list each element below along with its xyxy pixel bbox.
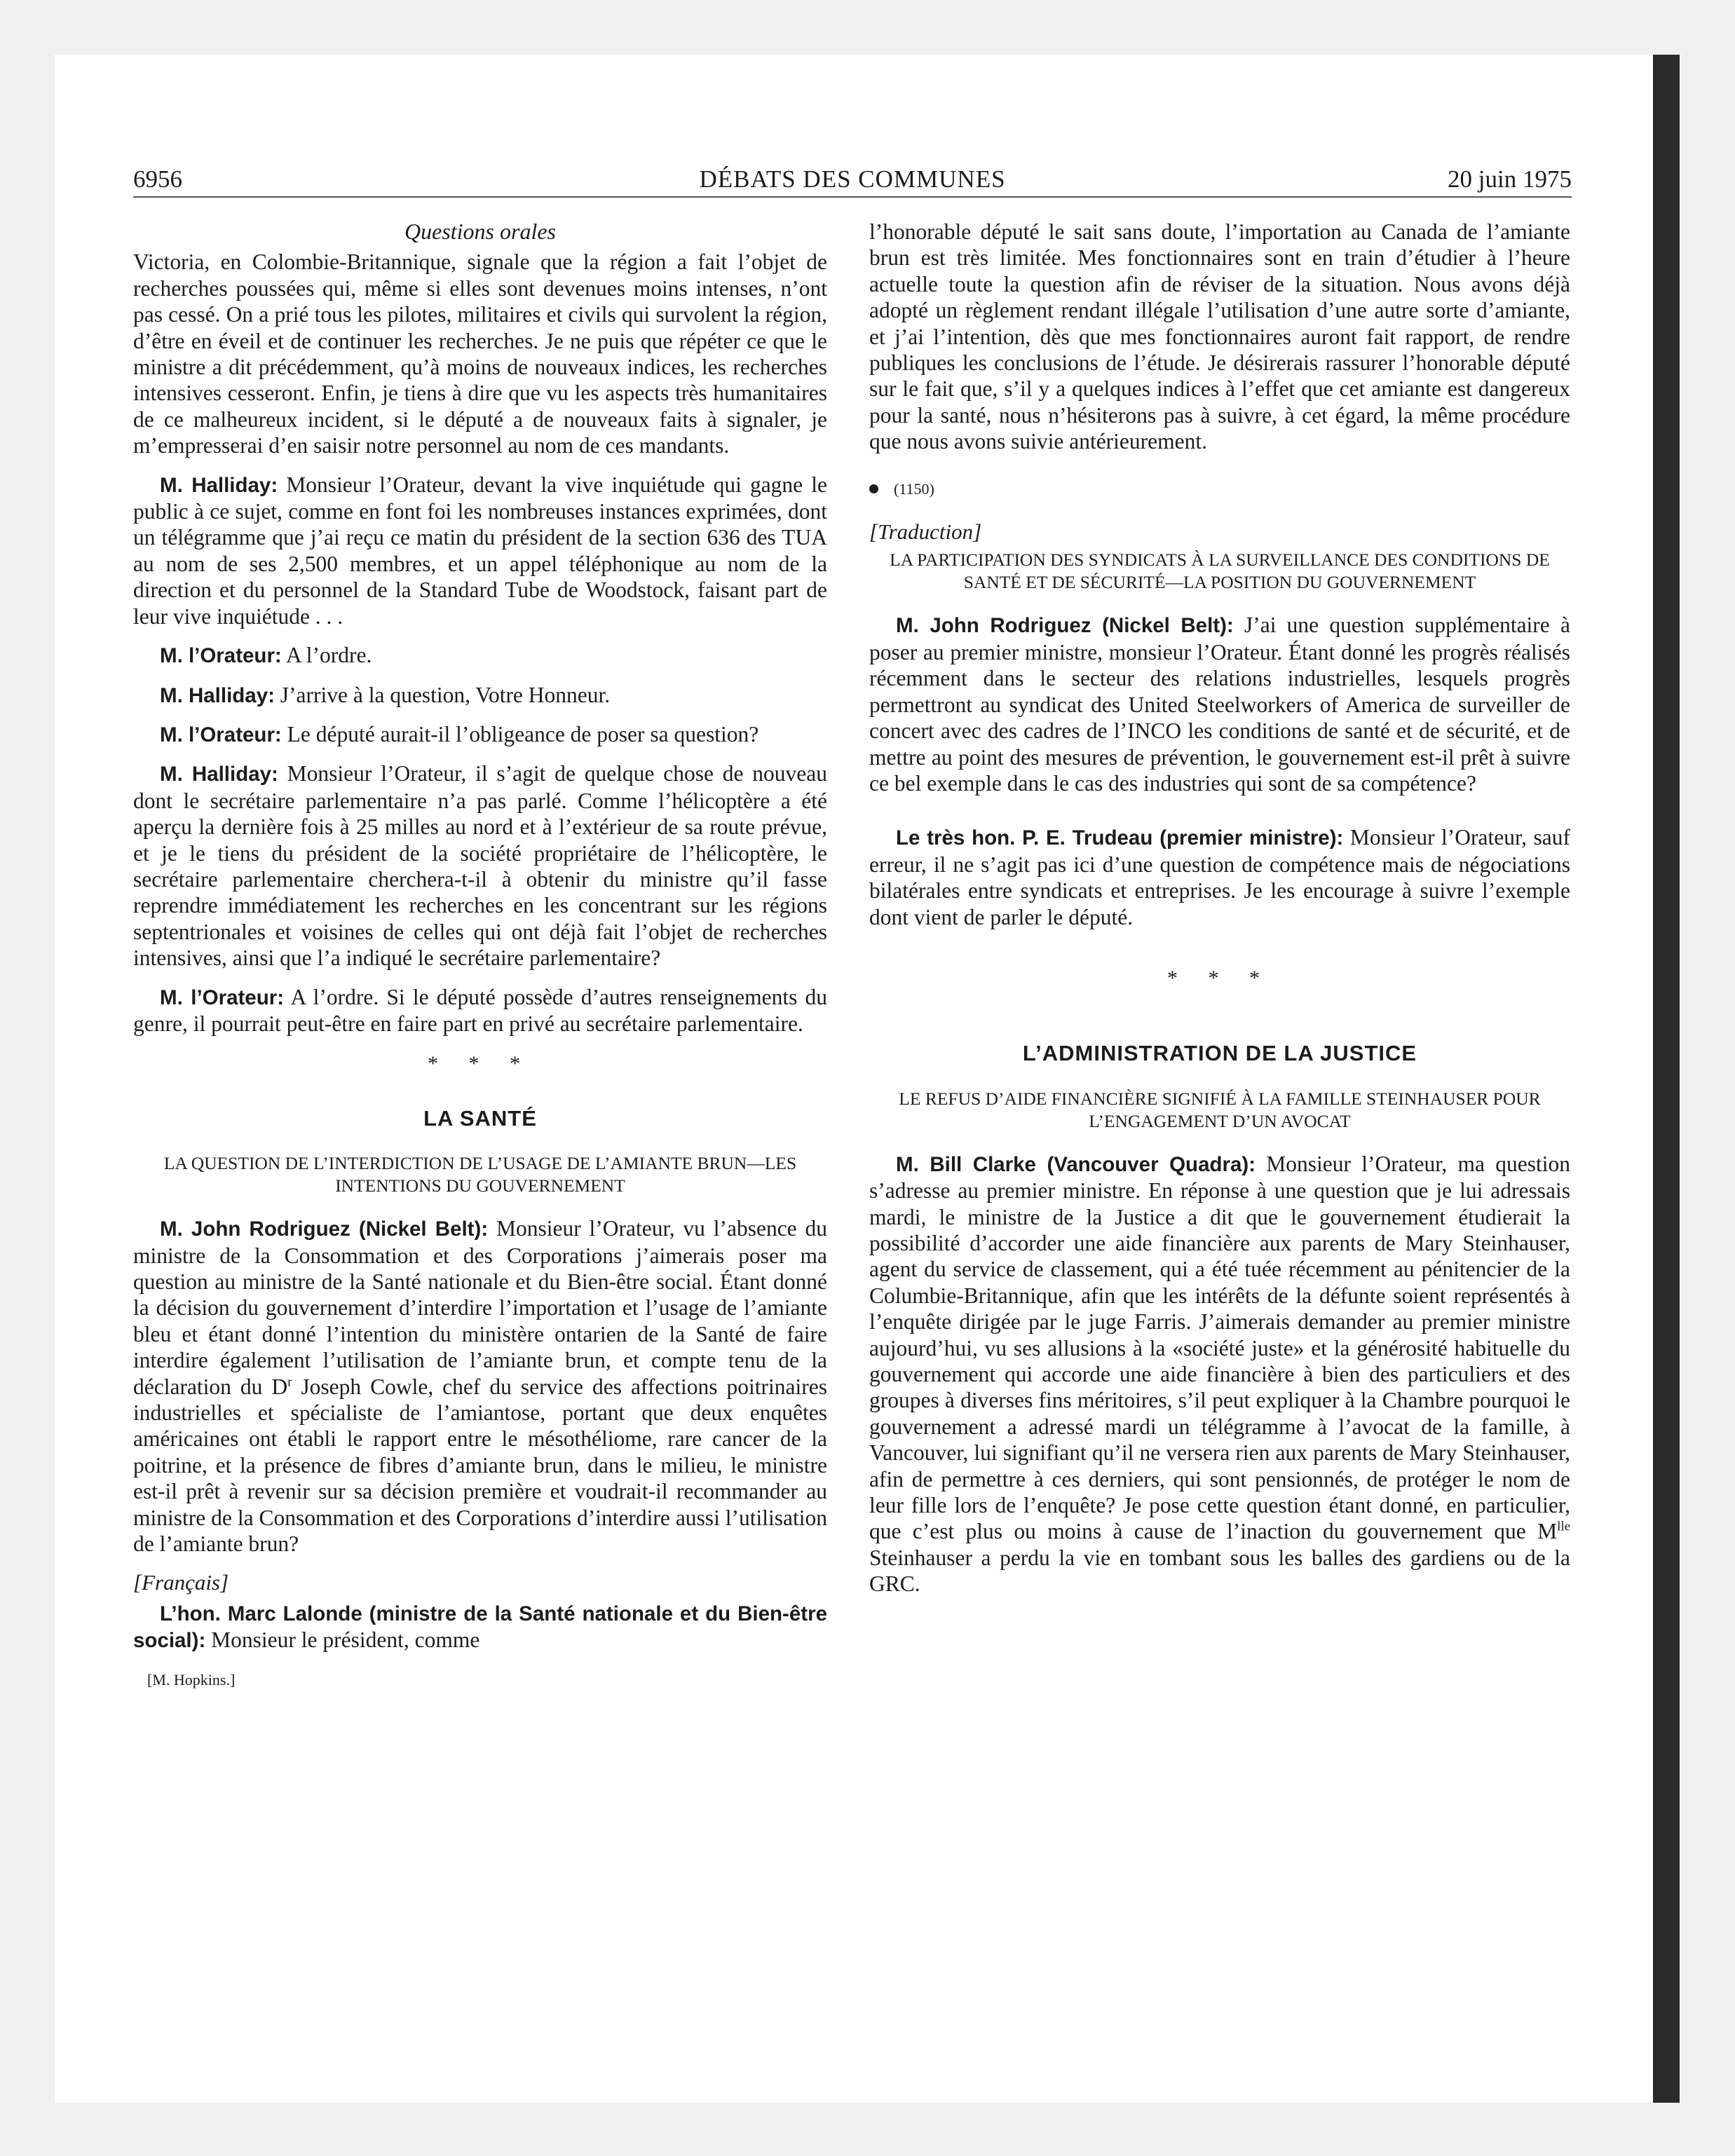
header-rule — [133, 196, 1572, 198]
speaker: L’hon. Marc Lalonde (ministre de la Santé nationale et du Bien-être social): — [133, 1602, 827, 1653]
section-label: Questions orales — [404, 219, 556, 244]
language-note: [Traduction] — [869, 519, 982, 545]
subheading: LE REFUS D’AIDE FINANCIÈRE SIGNIFIÉ À LA FAMILLE STEINHAUSER POUR L’ENGAGEMENT D’UN AVOCAT — [899, 1088, 1541, 1131]
speaker: Le très hon. P. E. Trudeau (premier ministre): — [896, 826, 1344, 850]
language-note: [Français] — [133, 1570, 229, 1595]
paragraph: l’honorable député le sait sans doute, l’importation au Canada de l’amiante brun est très limitée. Mes fonctionnaires sont en train d’étudier à l’heure actuelle toute la question afin de réviser de la situation. Nous avons déjà adopté un règlement rendant illégale l’utilisation d’une autre sorte d’amiante, et j’ai l’intention, dès que mes fonctionnaires auront fait rapport, de rendre publiques les conclusions de l’étude. Je désirerais rassurer l’honorable député sur le fait que, s’il y a quelques indices à l’effet que cet amiante est dangereux pour la santé, nous n’hésiterons pas à suivre, à cet égard, la même procédure que nous avons suivie antérieurement. — [869, 219, 1570, 454]
speaker: M. Halliday: — [160, 683, 275, 707]
footnote: [M. Hopkins.] — [147, 1670, 236, 1688]
speaker: M. l’Orateur: — [160, 723, 282, 746]
paragraph: M. l’Orateur: A l’ordre. — [160, 643, 372, 668]
subheading: LA QUESTION DE L’INTERDICTION DE L’USAGE DE L’AMIANTE BRUN—LES INTENTIONS DU GOUVERNEMENT — [163, 1153, 797, 1196]
section-heading: LA SANTÉ — [423, 1105, 537, 1131]
paragraph: M. Halliday: Monsieur l’Orateur, il s’agit de quelque chose de nouveau dont le secrétaire parlementaire n’a pas parlé. Comme l’hélicoptère a été aperçu la dernière fois à 25 milles au nord et à l’extérieur de sa route prévue, et je le tiens du président de la société propriétaire de l’hélicoptère, le secrétaire parlementaire cherchera-t-il à obtenir du ministre qu’il fasse reprendre immédiatement les recherches en les concentrant sur les régions septentrionales et voisines de celles qui ont déjà fait l’objet de recherches intensives, ainsi que l’a indiqué le secrétaire parlementaire? — [133, 761, 827, 971]
timestamp: (1150) — [869, 476, 1570, 502]
publication-title: DÉBATS DES COMMUNES — [699, 165, 1006, 193]
paragraph: M. John Rodriguez (Nickel Belt): J’ai une question supplémentaire à poser au premier ministre, monsieur l’Orateur. Étant donné les progrès réalisés récemment dans le secteur des relations industrielles, lesquels progrès permettront au syndicat des United Steelworkers of America de surveiller de concert avec des cadres de l’INCO les conditions de santé et de sécurité, et de mettre au point des mesures de prévention, le gouvernement est-il prêt à suivre ce bel exemple dans le cas des industries qui sont de sa compétence? — [869, 613, 1570, 796]
scan-binding-edge — [1653, 55, 1680, 2103]
paragraph: M. John Rodriguez (Nickel Belt): Monsieur l’Orateur, vu l’absence du ministre de la Consommation et des Corporations j’aimerais poser ma question au ministre de la Santé nationale et du Bien-être social. Étant donné la décision du gouvernement d’interdire l’importation et l’usage de l’amiante bleu et étant donné l’intention du ministère ontarien de la Santé de faire interdire également l’utilisation de l’amiante brun, et compte tenu de la déclaration du $D^r$ Joseph Cowle, chef du service des affections poitrinaires industrielles et spécialiste de l’amiantose, portant que deux enquêtes américaines ont établi le rapport entre le mésothéliome, rare cancer de la poitrine, et la présence de fibres d’amiante brun, dans le milieu, le ministre est-il prêt à revenir sur sa décision première et voudrait-il recommander au ministre de la Consommation et des Corporations d’interdire aussi l’utilisation de l’amiante brun? — [133, 1216, 827, 1557]
right-column — [869, 219, 1570, 1610]
paragraph: M. l’Orateur: A l’ordre. Si le député possède d’autres renseignements du genre, il pourrait peut-être en faire part en privé au secrétaire parlementaire. — [133, 984, 828, 1036]
section-heading: L’ADMINISTRATION DE LA JUSTICE — [1022, 1041, 1417, 1066]
speaker: M. Bill Clarke (Vancouver Quadra): — [896, 1152, 1256, 1176]
running-header — [133, 163, 1572, 196]
bullet-icon — [869, 484, 878, 493]
paragraph: M. Bill Clarke (Vancouver Quadra): Monsieur l’Orateur, ma question s’adresse au premier ministre. En réponse à une question que je lui adressais mardi, le ministre de la Justice a dit que le gouvernement étudierait la possibilité d’accorder une aide financière aux parents de Mary Steinhauser, agent du service de classement, qui a été tuée récemment au pénitencier de la Columbie-Britannique, afin que les intérêts de la défunte soient représentés à l’enquête dirigée par le juge Farris. J’aimerais demander au premier ministre aujourd’hui, vu ses allusions à la «société juste» et la générosité habituelle du gouvernement qui accorde une aide financière à bien des particuliers et des groupes à diverses fins méritoires, s’il peut expliquer à la Chambre pourquoi le gouvernement a adressé mardi un télégramme à l’avocat de la famille, à Vancouver, lui signifiant qu’il ne versera rien aux parents de Mary Steinhauser, afin de permettre à ces derniers, qui sont pensionnés, de protéger le nom de leur fille lors de l’enquête? Je pose cette question étant donné, en particulier, que c’est plus ou moins à cause de l’inaction du gouvernement que $M^{lle}$ Steinhauser a perdu la vie en tombant sous les balles des gardiens ou de la GRC. — [869, 1151, 1570, 1597]
paragraph: M. l’Orateur: Le député aurait-il l’obligeance de poser sa question? — [160, 721, 759, 746]
subheading: LA PARTICIPATION DES SYNDICATS À LA SURVEILLANCE DES CONDITIONS DE SANTÉ ET DE SÉCURITÉ—LA POSITION DU GOUVERNEMENT — [890, 550, 1550, 593]
paragraph: M. Halliday: J’arrive à la question, Votre Honneur. — [160, 682, 611, 707]
speaker: M. Halliday: — [160, 763, 278, 786]
speaker: M. l’Orateur: — [160, 644, 282, 668]
section-separator: * * * — [428, 1052, 533, 1076]
paragraph: M. Halliday: Monsieur l’Orateur, devant la vive inquiétude qui gagne le public à ce sujet, comme en font foi les nombreuses instances exprimées, dont un télégramme que j’ai reçu ce matin du président de la section 636 des TUA au nom de ses 2,500 membres, et un appel téléphonique au nom de la direction et du personnel de la Standard Tube de Woodstock, faisant part de leur vive inquiétude . . . — [133, 472, 827, 629]
speaker: M. l’Orateur: — [160, 985, 285, 1009]
paragraph: Le très hon. P. E. Trudeau (premier ministre): Monsieur l’Orateur, sauf erreur, il ne s’agit pas ici d’une question de compétence mais de négociations bilatérales entre syndicats et entreprises. Je les encourage à suivre l’exemple dont vient de parler le député. — [869, 825, 1570, 929]
speaker: M. John Rodriguez (Nickel Belt): — [160, 1217, 489, 1241]
speaker: M. Halliday: — [160, 473, 278, 497]
left-column — [133, 219, 827, 1693]
speaker: M. John Rodriguez (Nickel Belt): — [896, 614, 1234, 638]
page-number: 6956 — [133, 165, 182, 193]
paragraph: L’hon. Marc Lalonde (ministre de la Santé nationale et du Bien-être social): Monsieur le président, comme — [133, 1602, 827, 1653]
section-separator: * * * — [1167, 966, 1272, 990]
paragraph: Victoria, en Colombie-Britannique, signale que la région a fait l’objet de recherches poussées qui, même si elles sont devenues moins intenses, n’ont pas cessé. On a prié tous les pilotes, militaires et civils qui survolent la région, d’être en éveil et de continuer les recherches. Je ne puis que répéter ce que le ministre a dit précédemment, qu’à moins de nouveaux indices, les recherches intensives cesseront. Enfin, je tiens à dire que vu les aspects très humanitaires de ce malheureux incident, si le député a de nouveaux faits à signaler, je m’empresserai d’en saisir notre personnel au nom de ces mandants. — [133, 250, 827, 458]
header-date: 20 juin 1975 — [1448, 165, 1572, 193]
